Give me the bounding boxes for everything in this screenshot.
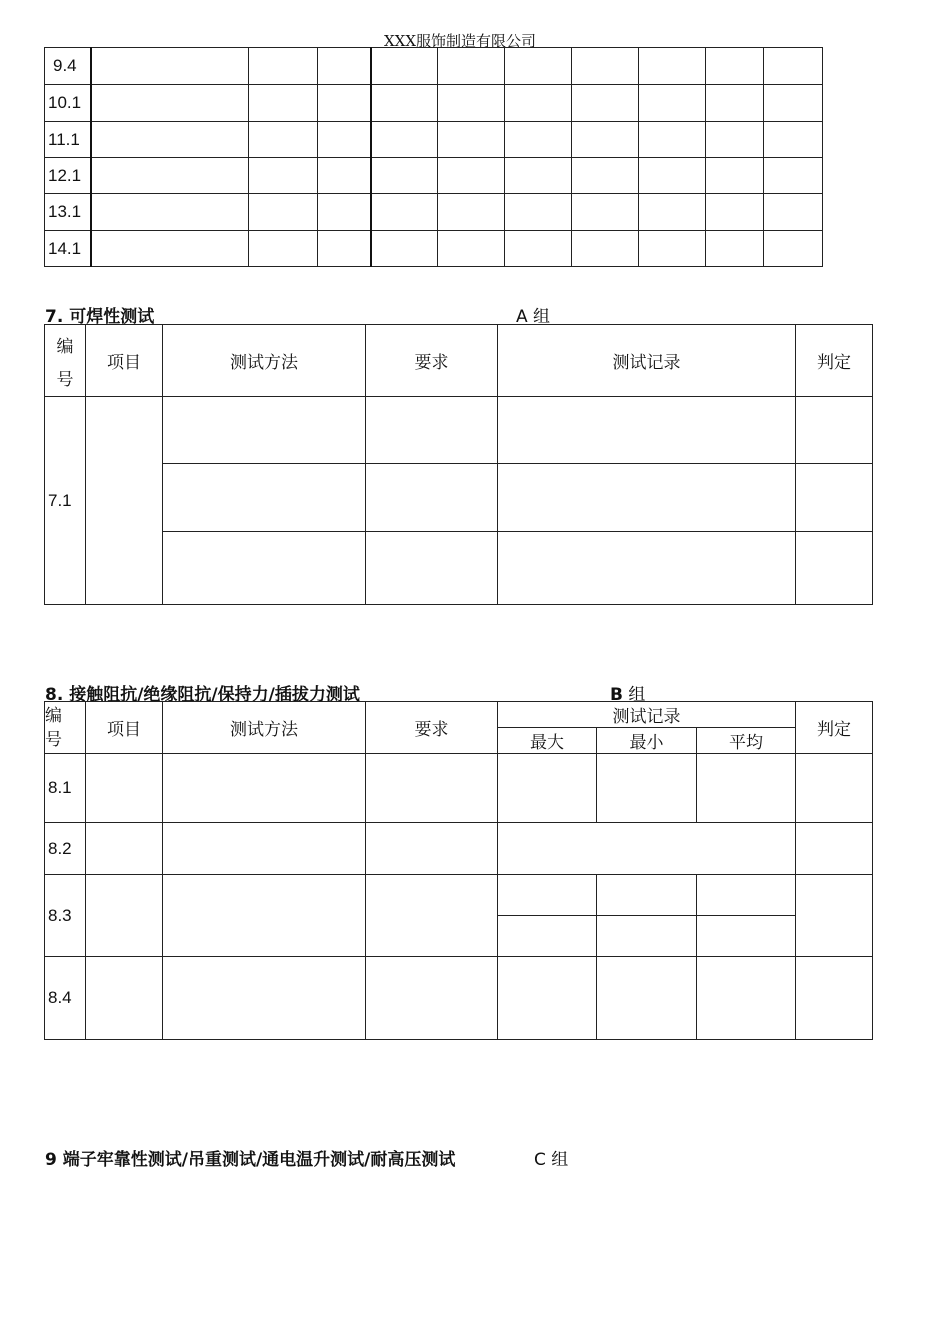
table-row xyxy=(45,48,823,85)
company-header: XXX服饰制造有限公司 xyxy=(383,32,537,50)
table-row xyxy=(45,823,873,875)
requirement-header: 要求 xyxy=(366,702,498,754)
requirement-header: 要求 xyxy=(366,325,498,397)
section7-title: 7. 可焊性测试 xyxy=(45,307,155,327)
section7-table xyxy=(44,324,873,605)
row-id: 8.2 xyxy=(45,823,86,875)
method-header: 测试方法 xyxy=(163,702,366,754)
table-row xyxy=(45,158,823,194)
verdict-header: 判定 xyxy=(796,702,873,754)
section7-group: A 组 xyxy=(516,307,551,327)
id-header: 编 号 xyxy=(45,325,86,397)
id-header: 编 号 xyxy=(45,702,86,754)
section8-group: B 组 xyxy=(610,685,646,705)
table-row xyxy=(45,464,873,532)
row-id: 14.1 xyxy=(45,231,91,267)
section9-title: 9 端子牢靠性测试/吊重测试/通电温升测试/耐高压测试 xyxy=(45,1150,456,1170)
table-row xyxy=(45,231,823,267)
header-row xyxy=(45,702,873,728)
record-header: 测试记录 xyxy=(498,325,796,397)
table-row xyxy=(45,875,873,916)
table-row xyxy=(45,754,873,823)
table-row xyxy=(45,194,823,231)
section8-table xyxy=(44,701,873,1040)
row-id: 8.3 xyxy=(45,875,86,957)
method-header: 测试方法 xyxy=(163,325,366,397)
section9-group: C 组 xyxy=(534,1150,569,1170)
table-row xyxy=(45,532,873,605)
row-id: 8.1 xyxy=(45,754,86,823)
table-row xyxy=(45,957,873,1040)
verdict-header: 判定 xyxy=(796,325,873,397)
table-row xyxy=(45,122,823,158)
row-id: 10.1 xyxy=(45,85,91,122)
row-id: 7.1 xyxy=(45,397,86,605)
row-id: 13.1 xyxy=(45,194,91,231)
max-header: 最大 xyxy=(498,728,597,754)
top-table xyxy=(44,47,823,267)
item-header: 项目 xyxy=(86,702,163,754)
row-id: 12.1 xyxy=(45,158,91,194)
section8-title: 8. 接触阻抗/绝缘阻抗/保持力/插拔力测试 xyxy=(45,685,360,705)
row-id: 11.1 xyxy=(45,122,91,158)
header-row xyxy=(45,325,873,397)
table-row xyxy=(45,85,823,122)
item-header: 项目 xyxy=(86,325,163,397)
row-id: 9.4 xyxy=(45,48,91,85)
table-row xyxy=(45,397,873,464)
avg-header: 平均 xyxy=(697,728,796,754)
min-header: 最小 xyxy=(597,728,697,754)
row-id: 8.4 xyxy=(45,957,86,1040)
record-header: 测试记录 xyxy=(498,702,796,728)
